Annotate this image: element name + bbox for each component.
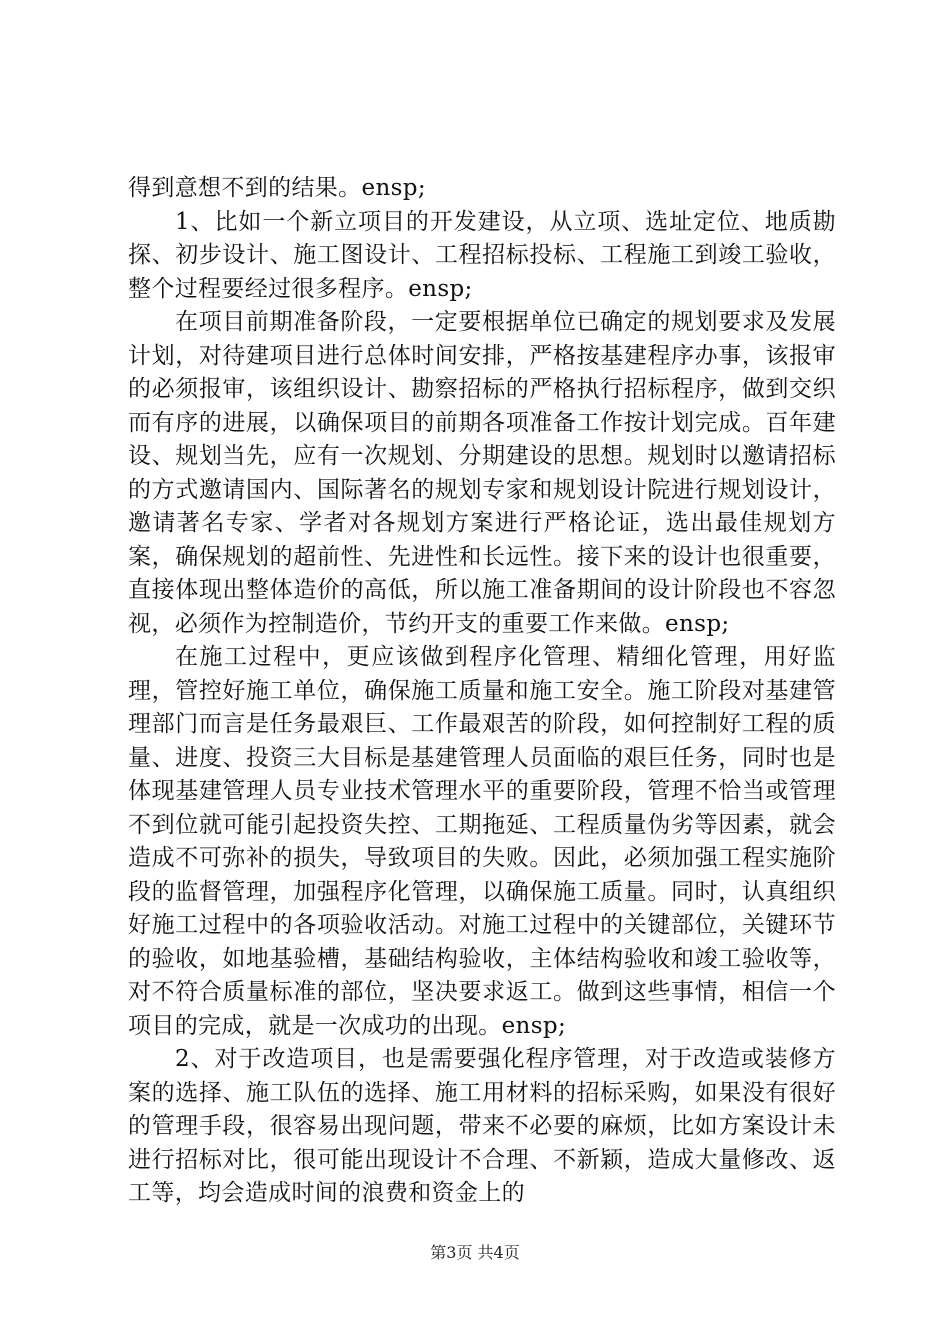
paragraph: 在项目前期准备阶段，一定要根据单位已确定的规划要求及发展计划，对待建项目进行总体时间安排，严格按基建程序办事，该报审的必须报审，该组织设计、勘察招标的严格执行招标程序，做到交织而有序的进展，以确保项目的前期各项准备工作按计划完成。百年建设、规划当先，应有一次规划、分期建设的思想。规划时以邀请招标的方式邀请国内、国际著名的规划专家和规划设计院进行规划设计，邀请著名专家、学者对各规划方案进行严格论证，选出最佳规划方案，确保规划的超前性、先进性和长远性。接下来的设计也很重要，直接体现出整体造价的高低，所以施工准备期间的设计阶段也不容忽视，必须作为控制造价，节约开支的重要工作来做。ensp;	[128, 309, 836, 637]
paragraph: 1、比如一个新立项目的开发建设，从立项、选址定位、地质勘探、初步设计、施工图设计、工程招标投标、工程施工到竣工验收，整个过程要经过很多程序。ensp;	[128, 208, 836, 302]
paragraph: 2、对于改造项目，也是需要强化程序管理，对于改造或装修方案的选择、施工队伍的选择、施工用材料的招标采购，如果没有很好的管理手段，很容易出现问题，带来不必要的麻烦，比如方案设计未进行招标对比，很可能出现设计不合理、不新颖，造成大量修改、返工等，均会造成时间的浪费和资金上的	[128, 1046, 836, 1206]
paragraph: 在施工过程中，更应该做到程序化管理、精细化管理，用好监理，管控好施工单位，确保施工质量和施工安全。施工阶段对基建管理部门而言是任务最艰巨、工作最艰苦的阶段，如何控制好工程的质量、进度、投资三大目标是基建管理人员面临的艰巨任务，同时也是体现基建管理人员专业技术管理水平的重要阶段，管理不恰当或管理不到位就可能引起投资失控、工期拖延、工程质量伪劣等因素，就会造成不可弥补的损失，导致项目的失败。因此，必须加强工程实施阶段的监督管理，加强程序化管理，以确保施工质量。同时，认真组织好施工过程中的各项验收活动。对施工过程中的关键部位，关键环节的验收，如地基验槽，基础结构验收，主体结构验收和竣工验收等，对不符合质量标准的部位，坚决要求返工。做到这些事情，相信一个项目的完成，就是一次成功的出现。ensp;	[128, 644, 836, 1039]
document-body	[128, 172, 836, 1211]
paragraph: 得到意想不到的结果。ensp;	[128, 175, 426, 201]
page-number: 第3页 共4页	[430, 1243, 520, 1262]
